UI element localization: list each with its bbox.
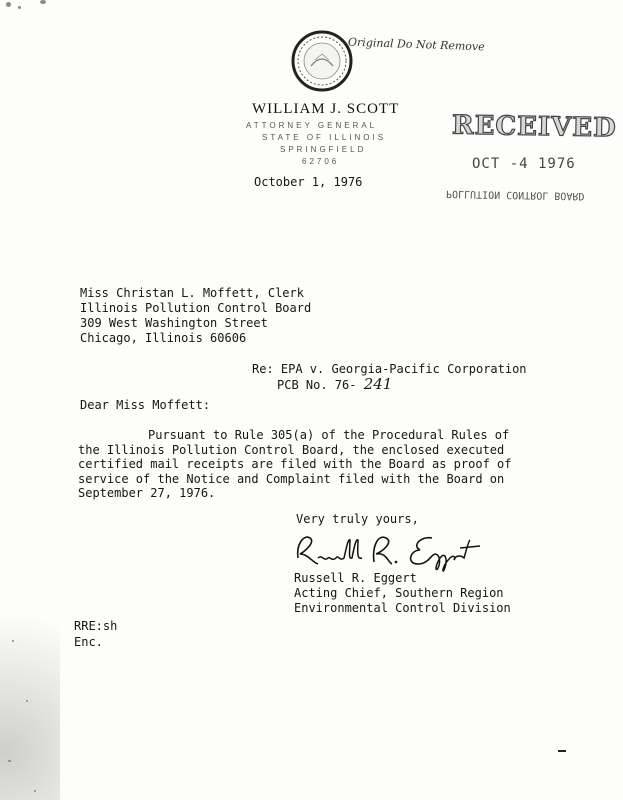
recipient-line: Miss Christan L. Moffett, Clerk <box>80 286 304 300</box>
seal-note: Original Do Not Remove <box>347 35 485 54</box>
letter-date: October 1, 1976 <box>254 175 363 189</box>
enclosure-note: Enc. <box>74 635 103 649</box>
signer-title: Acting Chief, Southern Region <box>294 586 504 600</box>
scan-speck <box>26 700 28 702</box>
scan-speck <box>8 760 11 762</box>
signer-division: Environmental Control Division <box>294 601 511 615</box>
received-stamp: RECEIVED <box>451 110 617 144</box>
letterhead-state: STATE OF ILLINOIS <box>262 133 387 142</box>
reference-initials: RRE:sh <box>74 619 118 633</box>
recipient-line: Chicago, Illinois 60606 <box>80 331 247 345</box>
letterhead-zip: 62706 <box>302 157 340 166</box>
recipient-address <box>80 286 311 346</box>
handwritten-signature <box>292 528 492 576</box>
scan-noise-left <box>0 560 60 800</box>
letterhead-city: SPRINGFIELD <box>280 145 367 154</box>
re-line: Re: EPA v. Georgia-Pacific Corporation <box>252 362 527 376</box>
recipient-line: Illinois Pollution Control Board <box>80 301 312 315</box>
paragraph-line: Pursuant to Rule 305(a) of the Procedural Rules of <box>148 428 510 442</box>
signer-name: Russell R. Eggert <box>294 571 417 585</box>
paragraph-line: certified mail receipts are filed with the Board as proof of <box>78 457 512 471</box>
letter-paragraph <box>78 428 511 501</box>
closing: Very truly yours, <box>296 512 419 526</box>
letterhead-name: WILLIAM J. SCOTT <box>252 101 400 117</box>
scan-speck <box>34 790 36 792</box>
paragraph-line: September 27, 1976. <box>78 486 216 500</box>
scan-speck <box>40 0 46 4</box>
paragraph-line: service of the Notice and Complaint filed with the Board on <box>78 471 505 486</box>
received-stamp-date: OCT -4 1976 <box>472 156 576 172</box>
recipient-line: 309 West Washington Street <box>80 316 268 330</box>
scan-mark <box>558 750 566 752</box>
case-number-handwritten: 241 <box>363 375 393 393</box>
scan-speck <box>6 2 11 7</box>
case-number-prefix: PCB No. 76- <box>277 378 357 392</box>
state-seal-icon <box>291 30 353 92</box>
received-stamp-board: POLLUTION CONTROL BOARD <box>445 187 585 202</box>
letterhead-title: ATTORNEY GENERAL <box>246 121 378 130</box>
reference-initials-block <box>74 618 117 650</box>
signature-block <box>294 571 511 616</box>
re-block <box>252 362 527 393</box>
case-number <box>252 377 527 393</box>
paragraph-line: the Illinois Pollution Control Board, the enclosed executed <box>78 442 505 457</box>
scan-speck <box>18 6 21 9</box>
salutation: Dear Miss Moffett: <box>80 398 211 412</box>
scan-speck <box>12 640 14 642</box>
